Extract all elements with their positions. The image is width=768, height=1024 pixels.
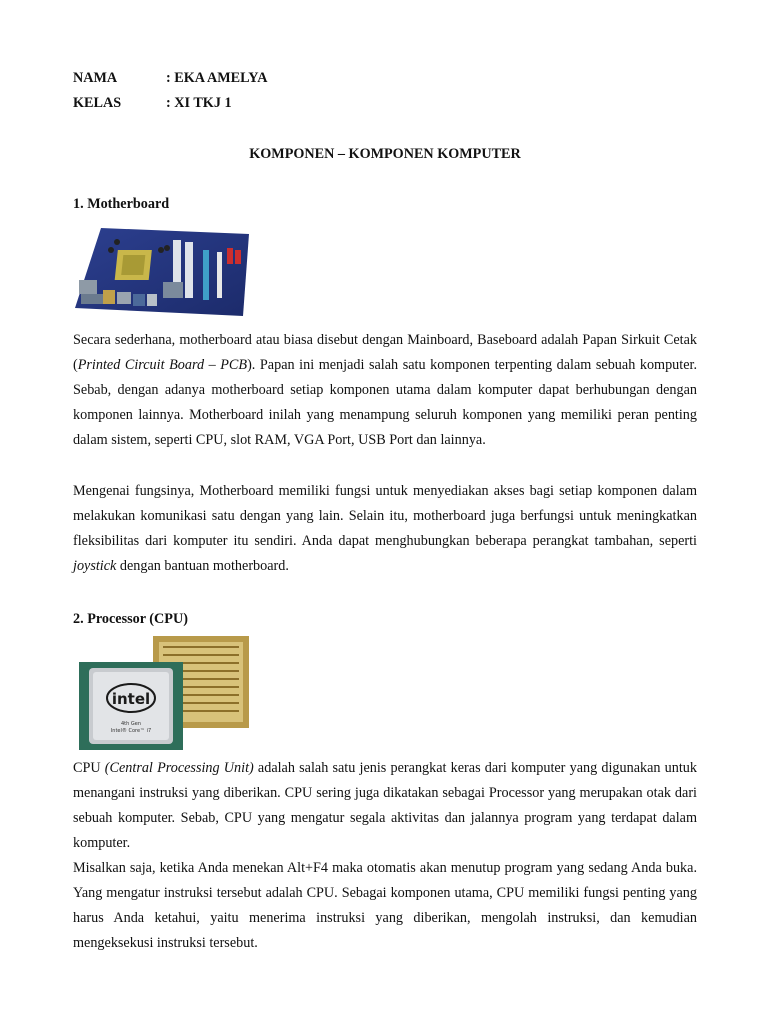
section-heading-motherboard: 1. Motherboard — [73, 196, 170, 212]
class-label: KELAS — [73, 95, 122, 111]
section-heading-processor: 2. Processor (CPU) — [73, 611, 188, 627]
processor-paragraph-1: CPU (Central Processing Unit) adalah salah satu jenis perangkat keras dari komputer yang digunakan untuk menangani instruksi yang diberikan. CPU sering juga dikatakan sebagai Processor yang merupakan otak dari sebuah komputer. Sebab, CPU yang mengatur segala aktivitas dan jalannya program yang terdapat dalam komputer. — [73, 760, 697, 851]
motherboard-photo — [73, 220, 255, 324]
class-value: : XI TKJ 1 — [166, 95, 232, 111]
processor-paragraph-2: Misalkan saja, ketika Anda menekan Alt+F4 maka otomatis akan menutup program yang sedang Anda buka. Yang mengatur instruksi tersebut adalah CPU. Sebagai komponen utama, CPU memiliki fungsi penting yang harus Anda ketahui, yaitu menerima instruksi yang diberikan, mengolah instruksi, dan kemudian mengeksekusi instruksi tersebut. — [73, 860, 697, 951]
motherboard-image — [73, 220, 255, 324]
motherboard-paragraph-1: Secara sederhana, motherboard atau biasa disebut dengan Mainboard, Baseboard adalah Papan Sirkuit Cetak (Printed Circuit Board – PCB). Papan ini menjadi salah satu komponen terpenting dalam sebuah komputer. Sebab, dengan adanya motherboard setiap komponen utama dalam komputer dapat berhubungan dengan komponen lainnya. Motherboard inilah yang menampung seluruh komponen yang memiliki peran penting dalam sistem, seperti CPU, slot RAM, VGA Port, USB Port dan lainnya. — [73, 332, 697, 448]
intel-logo-text: intel — [111, 690, 151, 708]
name-value: : EKA AMELYA — [166, 70, 268, 86]
document-title: KOMPONEN – KOMPONEN KOMPUTER — [249, 146, 521, 162]
chip-model-text: Intel® Core™ i7 — [110, 728, 152, 734]
processor-photo — [79, 634, 251, 752]
processor-image — [79, 634, 251, 752]
name-label: NAMA — [73, 70, 118, 86]
motherboard-paragraph-2: Mengenai fungsinya, Motherboard memiliki fungsi untuk menyediakan akses bagi setiap komponen dalam melakukan komunikasi satu dengan yang lain. Selain itu, motherboard juga berfungsi untuk meningkatkan fleksibilitas dari komputer itu sendiri. Anda dapat menghubungkan beberapa perangkat tambahan, seperti joystick dengan bantuan motherboard. — [73, 483, 697, 574]
chip-gen-text: 4th Gen — [120, 721, 142, 727]
document-page — [73, 0, 697, 1024]
